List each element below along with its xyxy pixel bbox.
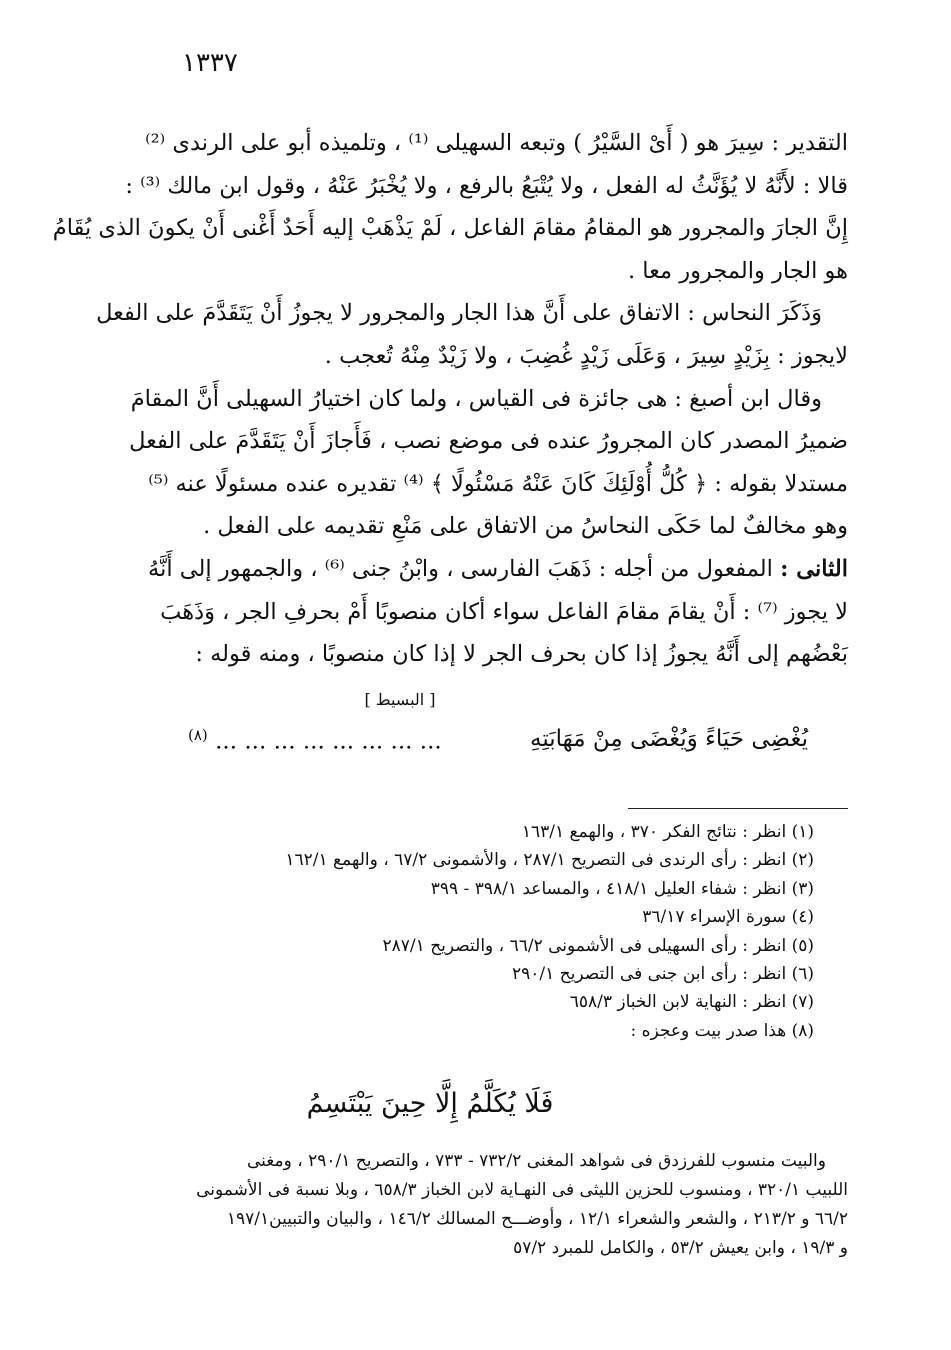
text-line: وهو مخالفٌ لما حَكَى النحاسُ من الاتفاق على مَنْعِ تقديمه على الفعل . xyxy=(203,513,848,540)
footnote: (٥) انظر : رأى السهيلى فى الأشمونى ٦٦/٢ ، والتصريح ٢٨٧/١ xyxy=(382,935,814,956)
text-line: ٦٦/٢ و ٢١٣/٢ ، والشعر والشعراء ١٢/١ ، وأوضـــح المسالك ١٤٦/٢ ، والبيان والتبيين١٩٧/١ xyxy=(226,1209,848,1229)
text-line: بَعْضُهم إلى أَنَّهُ يجوزُ إذا كان بحرف الجر لا إذا كان منصوبًا ، ومنه قوله : xyxy=(195,641,848,668)
footnote: (٤) سورة الإسراء ٣٦/١٧ xyxy=(642,907,814,928)
section-label: الثانى : xyxy=(780,555,848,582)
text-line: وَذَكَرَ النحاس : الاتفاق على أَنَّ هذا الجار والمجرور لا يجوزُ أَنْ يَتَقَدَّمَ على الفعل xyxy=(96,300,822,327)
footnote-continuation xyxy=(148,1147,848,1263)
footnote: (٢) انظر : رأى الرندى فى التصريح ٢٨٧/١ ، والأشمونى ٦٧/٢ ، والهمع ١٦٢/١ xyxy=(285,850,814,871)
footnote: (٣) انظر : شفاء العليل ٤١٨/١ ، والمساعد ٣٩٨/١ - ٣٩٩ xyxy=(430,878,814,899)
footnote-divider xyxy=(628,808,848,809)
text-line: لايجوز : بِزَيْدٍ سِيرَ ، وَعَلَى زَيْدٍ غُضِبَ ، ولا زَيْدٌ مِنْهُ تُعجب . xyxy=(324,342,848,369)
text-line xyxy=(148,548,848,591)
text-line: و ١٩/٣ ، وابن يعيش ٥٣/٢ ، والكامل للمبرد ٥٧/٢ xyxy=(513,1238,848,1258)
verse-omission-dots: $^{(٨)}$ ... ... ... ... ... ... ... ... xyxy=(188,726,442,755)
footnote: (٧) انظر : النهاية لابن الخباز ٦٥٨/٣ xyxy=(569,992,814,1013)
footnote-marker: (٨) xyxy=(188,726,208,744)
footnote: (٦) انظر : رأى ابن جنى فى التصريح ٢٩٠/١ xyxy=(511,963,814,984)
text-line: ضميرُ المصدر كان المجرورُ عنده فى موضع نصب ، فَأَجازَ أَنْ يَتَقَدَّمَ على الفعل xyxy=(129,428,848,455)
poetic-meter-label: [ البسيط ] xyxy=(364,690,436,709)
footnote: (٨) هذا صدر بيت وعجزه : xyxy=(630,1020,814,1041)
text-line: إِنَّ الجارَ والمجرور هو المقامُ مقامَ الفاعل ، لَمْ يَذْهَبْ إليه أَحَدٌ أَغْنى أَنْ يكونَ الذى يُقَامُ xyxy=(52,215,848,242)
page-number: ١٣٣٧ xyxy=(182,48,238,78)
text-line: والبيت منسوب للفرزدق فى شواهد المغنى ٧٣٢/٢ - ٧٣٣ ، والتصريح ٢٩٠/١ ، ومغنى xyxy=(246,1151,826,1171)
verse-hemistich: يُغْضِى حَيَاءً وَيُغْضَى مِنْ مَهَابَتِهِ xyxy=(530,726,808,752)
footnote: (١) انظر : نتائج الفكر ٣٧٠ ، والهمع ١٦٣/١ xyxy=(521,822,814,842)
text-line: اللبيب ٣٢٠/١ ، ومنسوب للحزين الليثى فى النهـاية لابن الخباز ٦٥٨/٣ ، وبلا نسبة فى الأشمونى xyxy=(196,1180,848,1200)
main-text xyxy=(52,122,848,676)
text-line: قالا : لأَنَّهُ لا يُؤَنَّثُ له الفعل ، ولا يُتْبَعُ بالرفع ، ولا يُخْبَرُ عَنْهُ ، وقول ابن مالك ⁽³⁾ : xyxy=(125,172,848,199)
text-line: وقال ابن أصبغ : هى جائزة فى القياس ، ولما كان اختيارُ السهيلى أَنَّ المقامَ xyxy=(130,385,822,412)
section-text: المفعول من أجله : ذَهَبَ الفارسى ، وابْنُ جنى ⁽⁶⁾ ، والجمهور إلى أَنَّهُ xyxy=(148,555,773,582)
text-line: التقدير : سِيرَ هو ( أَىْ السَّيْرُ ) وتبعه السهيلى ⁽¹⁾ ، وتلميذه أبو على الرندى ⁽²⁾ xyxy=(145,130,848,156)
text-line: مستدلا بقوله : ﴿ كُلُّ أُوْلَئِكَ كَانَ عَنْهُ مَسْئُولًا ﴾ ⁽⁴⁾ تقديره عنده مسئولًا عنه ⁽⁵⁾ xyxy=(148,470,848,497)
text-line: لا يجوز ⁽⁷⁾ : أَنْ يقامَ مقامَ الفاعل سواء أكان منصوبًا أَمْ بحرفِ الجر ، وَذَهَبَ xyxy=(160,598,848,625)
footnotes xyxy=(148,818,814,1045)
text-line: هو الجار والمجرور معا . xyxy=(627,257,848,284)
verse-second-hemistich: فَلَا يُكَلَّمُ إِلَّا حِينَ يَبْتَسِمُ xyxy=(306,1088,554,1119)
verse-line xyxy=(148,726,848,766)
